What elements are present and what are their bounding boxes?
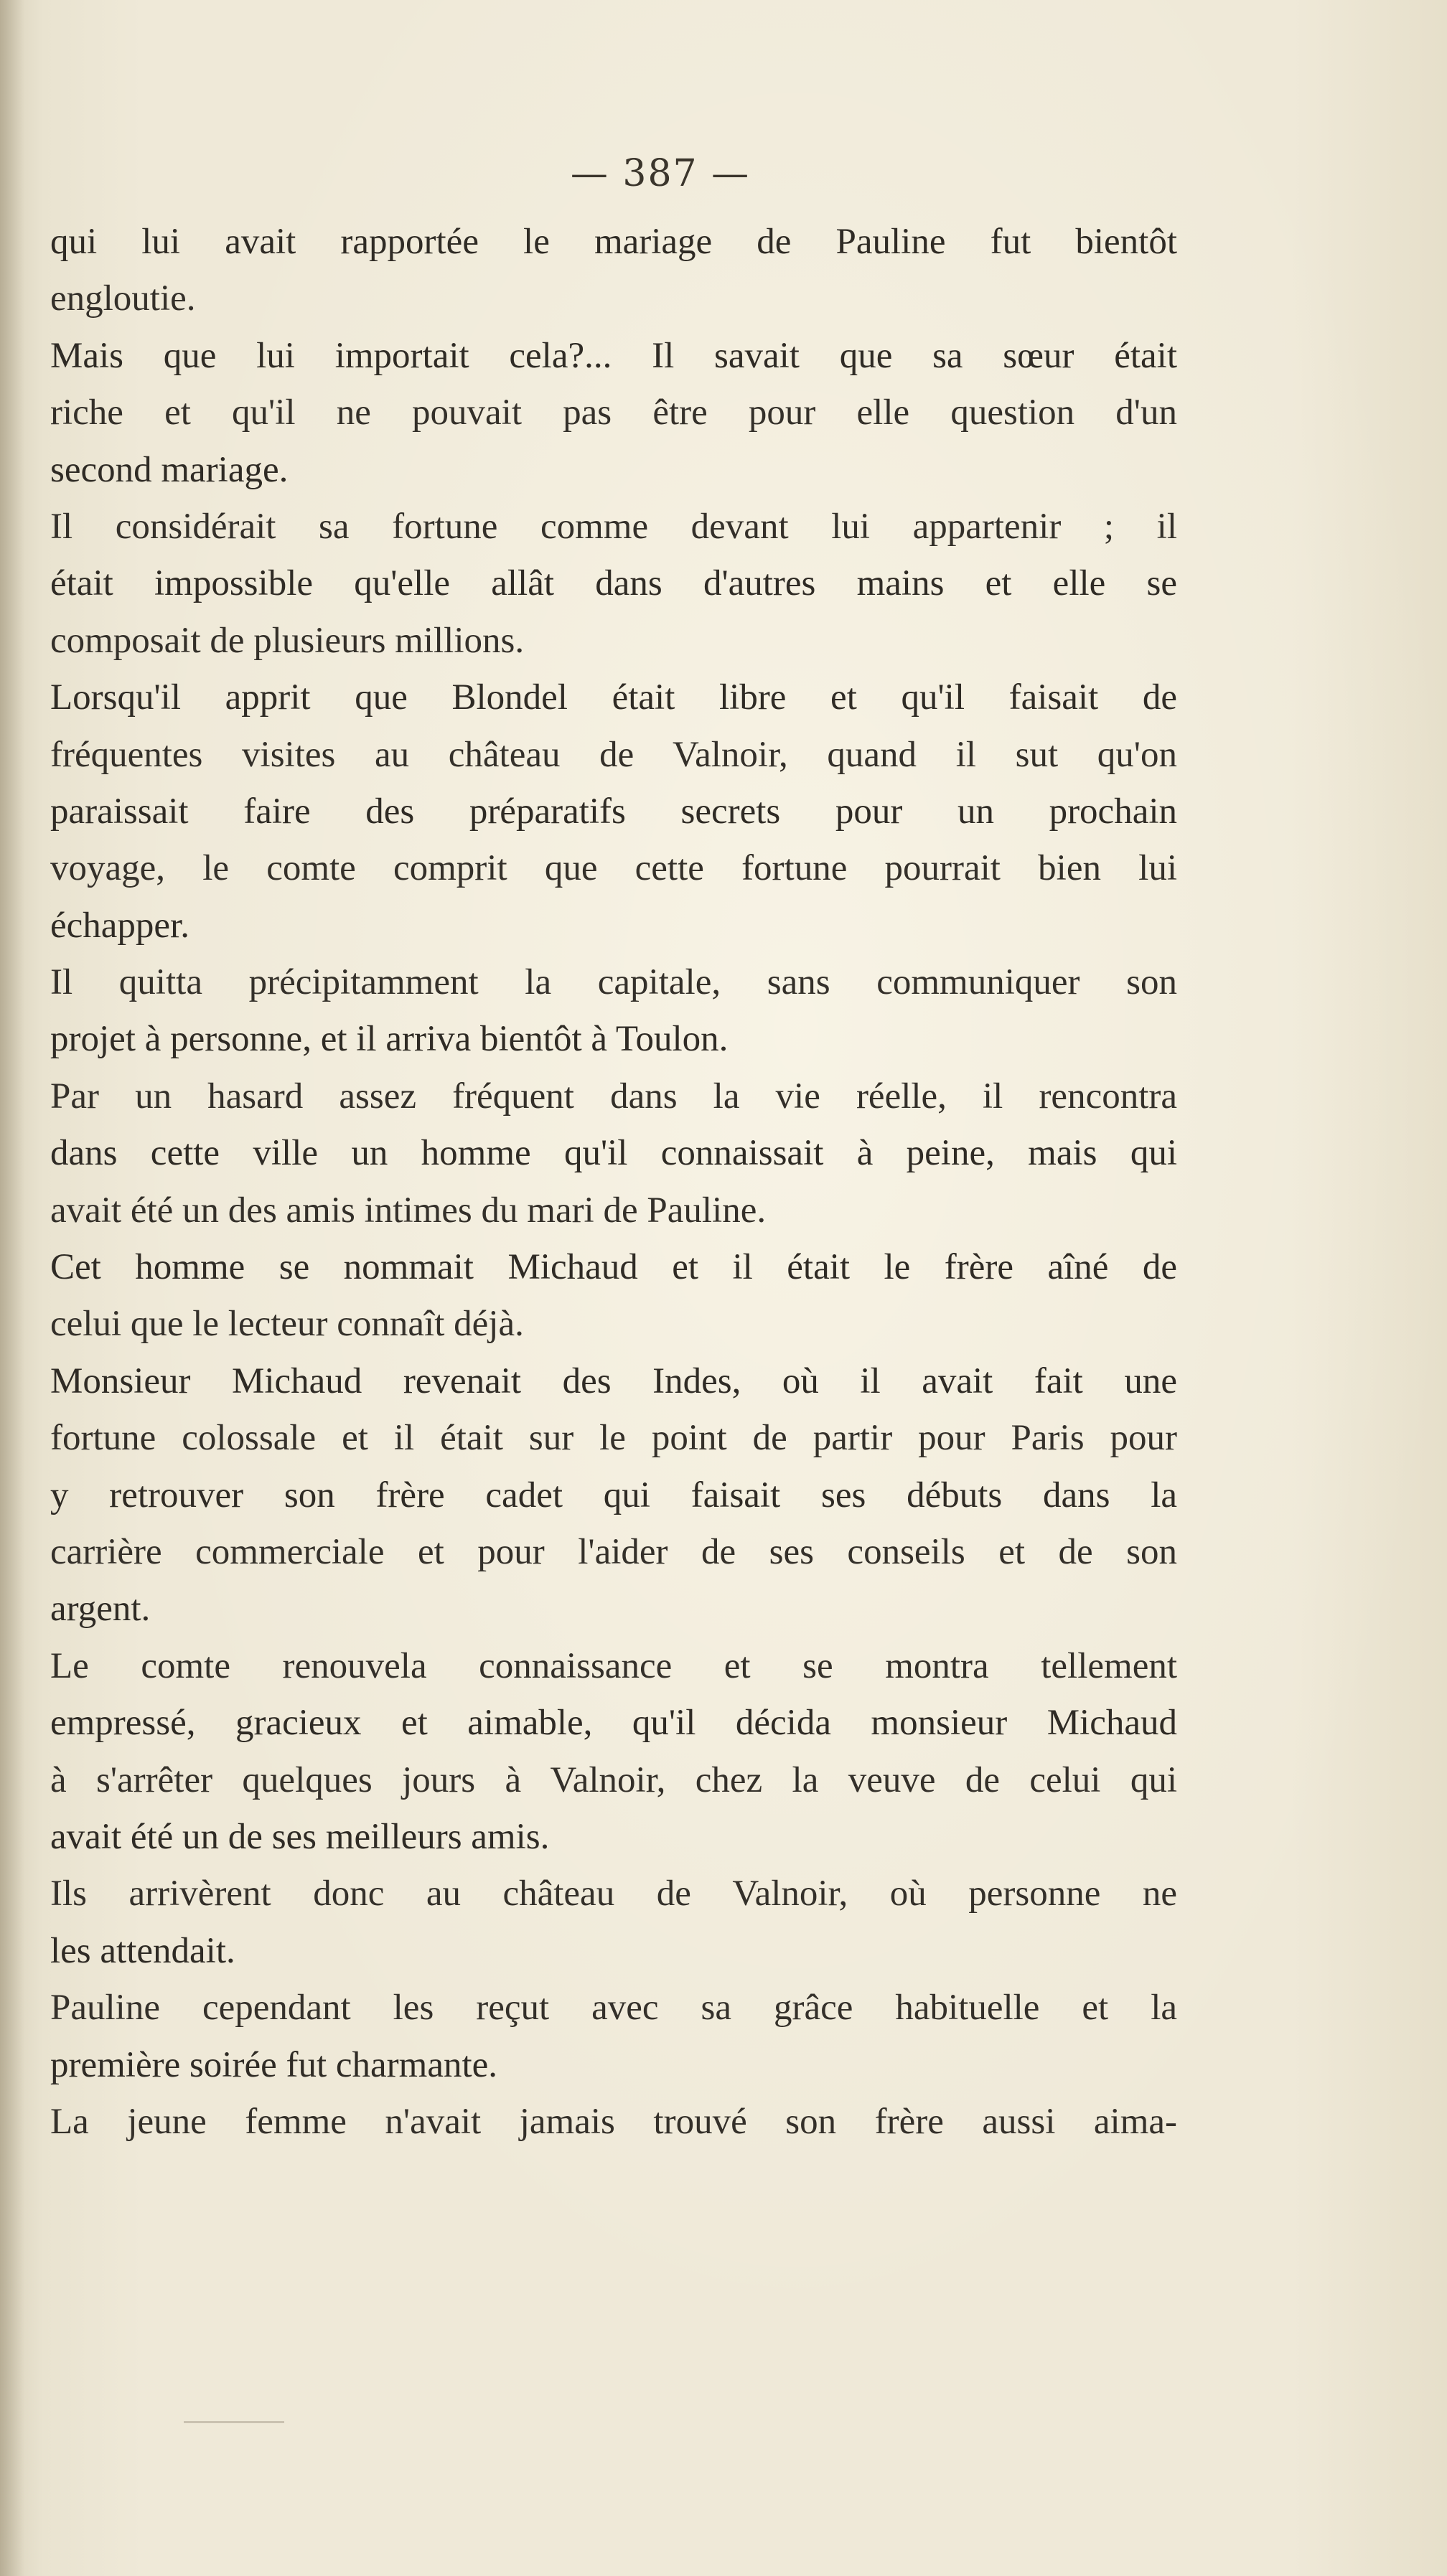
text-line: carrière commerciale et pour l'aider de ses conseils et de son <box>50 1531 1177 1572</box>
text-line: riche et qu'il ne pouvait pas être pour elle question d'un <box>50 392 1177 433</box>
text-line: projet à personne, et il arriva bientôt à Toulon. <box>50 1019 729 1060</box>
text-line: Par un hasard assez fréquent dans la vie réelle, il rencontra <box>50 1076 1177 1117</box>
text-line: celui que le lecteur connaît déjà. <box>50 1304 524 1345</box>
text-line: engloutie. <box>50 278 196 319</box>
text-line: paraissait faire des préparatifs secrets pour un prochain <box>50 791 1177 832</box>
text-line: Ils arrivèrent donc au château de Valnoir, où personne ne <box>50 1874 1177 1914</box>
text-line: Mais que lui importait cela?... Il savait que sa sœur était <box>50 335 1177 376</box>
print-smudge <box>184 2421 284 2423</box>
text-line: avait été un de ses meilleurs amis. <box>50 1816 550 1857</box>
page-number: — 387 — <box>570 152 751 195</box>
text-line: y retrouver son frère cadet qui faisait ses débuts dans la <box>50 1475 1177 1515</box>
text-line: La jeune femme n'avait jamais trouvé son frère aussi aima- <box>50 2101 1177 2142</box>
text-line: Lorsqu'il apprit que Blondel était libre et qu'il faisait de <box>50 677 1177 718</box>
text-line: échapper. <box>50 905 189 946</box>
text-line: fréquentes visites au château de Valnoir, quand il sut qu'on <box>50 734 1177 775</box>
text-line: second mariage. <box>50 449 289 490</box>
text-line: argent. <box>50 1589 151 1630</box>
text-line: Monsieur Michaud revenait des Indes, où il avait fait une <box>50 1360 1177 1401</box>
text-line: avait été un des amis intimes du mari de Pauline. <box>50 1190 767 1231</box>
text-line: était impossible qu'elle allât dans d'autres mains et elle se <box>50 563 1177 604</box>
text-line: qui lui avait rapportée le mariage de Pauline fut bientôt <box>50 222 1177 262</box>
text-line: dans cette ville un homme qu'il connaissait à peine, mais qui <box>50 1133 1177 1174</box>
text-line: première soirée fut charmante. <box>50 2044 498 2085</box>
body-text <box>50 214 1177 2150</box>
text-line: Le comte renouvela connaissance et se montra tellement <box>50 1645 1177 1686</box>
text-line: composait de plusieurs millions. <box>50 620 525 661</box>
text-line: voyage, le comte comprit que cette fortune pourrait bien lui <box>50 848 1177 889</box>
text-line: Pauline cependant les reçut avec sa grâce habituelle et la <box>50 1988 1177 2029</box>
text-line: Il considérait sa fortune comme devant lui appartenir ; il <box>50 506 1177 547</box>
text-line: fortune colossale et il était sur le point de partir pour Paris pour <box>50 1418 1177 1459</box>
text-line: Cet homme se nommait Michaud et il était le frère aîné de <box>50 1247 1177 1288</box>
text-line: à s'arrêter quelques jours à Valnoir, chez la veuve de celui qui <box>50 1759 1177 1800</box>
text-line: empressé, gracieux et aimable, qu'il décida monsieur Michaud <box>50 1703 1177 1744</box>
text-line: les attendait. <box>50 1930 235 1971</box>
text-line: Il quitta précipitamment la capitale, sans communiquer son <box>50 962 1177 1003</box>
page-gutter-shadow <box>0 0 24 2576</box>
